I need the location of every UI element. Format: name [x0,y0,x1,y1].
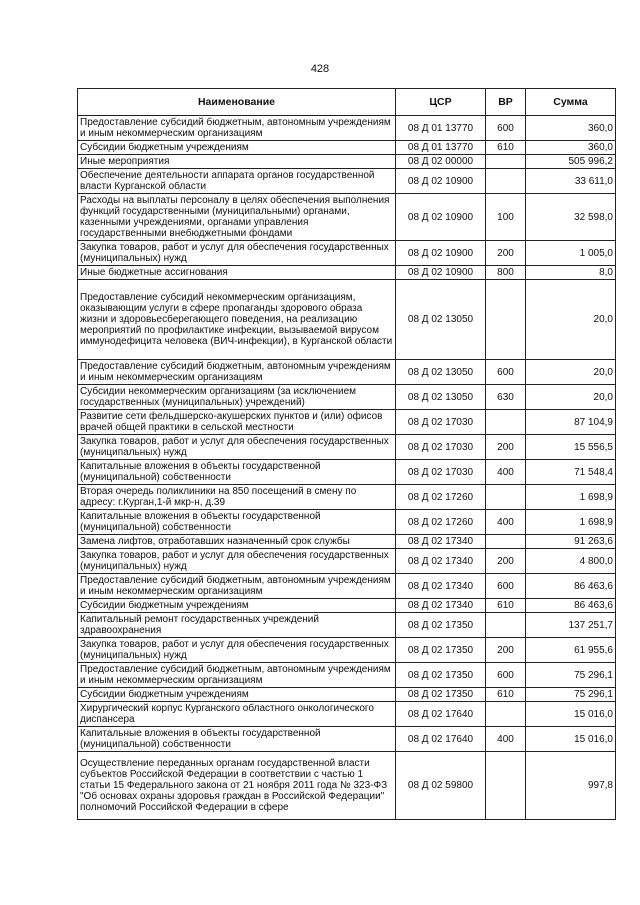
cell-vr: 200 [486,549,526,574]
table-row [78,169,616,194]
cell-vr: 100 [486,194,526,241]
cell-vr: 600 [486,663,526,688]
cell-name: Закупка товаров, работ и услуг для обеспечения государственных (муниципальных) нужд [78,549,396,574]
cell-csr: 08 Д 02 17340 [396,549,486,574]
cell-sum: 505 996,2 [526,155,616,169]
table-row [78,485,616,510]
page-number: 428 [310,63,330,75]
cell-csr: 08 Д 02 17350 [396,663,486,688]
cell-vr [486,752,526,820]
cell-vr: 400 [486,460,526,485]
cell-name: Осуществление переданных органам государственной власти субъектов Российской Федерации в соответствии с частью 1 статьи 15 Федерального закона от 21 ноября 2011 года № 323-ФЗ "Об основах охраны здоровья граждан в Российской Федерации" полномочий Российской Федерации в сфере [78,752,396,820]
cell-vr: 610 [486,599,526,613]
cell-name: Закупка товаров, работ и услуг для обеспечения государственных (муниципальных) нужд [78,638,396,663]
cell-vr [486,702,526,727]
cell-csr: 08 Д 02 17340 [396,574,486,599]
cell-csr: 08 Д 02 10900 [396,266,486,280]
cell-vr: 400 [486,510,526,535]
cell-vr [486,485,526,510]
table-row [78,241,616,266]
cell-name: Капитальные вложения в объекты государственной (муниципальной) собственности [78,460,396,485]
cell-sum: 20,0 [526,360,616,385]
table-row [78,638,616,663]
cell-vr [486,155,526,169]
cell-csr: 08 Д 02 00000 [396,155,486,169]
cell-name: Субсидии некоммерческим организациям (за исключением государственных (муниципальных) учреждений) [78,385,396,410]
table-row [78,549,616,574]
cell-name: Субсидии бюджетным учреждениям [78,141,396,155]
cell-csr: 08 Д 02 10900 [396,241,486,266]
cell-name: Субсидии бюджетным учреждениям [78,688,396,702]
cell-sum: 87 104,9 [526,410,616,435]
table-row [78,266,616,280]
cell-sum: 137 251,7 [526,613,616,638]
cell-sum: 1 005,0 [526,241,616,266]
cell-sum: 1 698,9 [526,485,616,510]
cell-sum: 61 955,6 [526,638,616,663]
table-row [78,688,616,702]
cell-csr: 08 Д 02 17350 [396,688,486,702]
cell-name: Капитальные вложения в объекты государственной (муниципальной) собственности [78,727,396,752]
cell-name: Закупка товаров, работ и услуг для обеспечения государственных (муниципальных) нужд [78,241,396,266]
cell-name: Предоставление субсидий некоммерческим организациям, оказывающим услуги в сфере пропаганды здорового образа жизни и здоровьесберегающего поведения, на реализацию мероприятий по профилактике инфекции, вызываемой вирусом иммунодефицита человека (ВИЧ-инфекции), в Курганской области [78,280,396,360]
cell-vr [486,535,526,549]
cell-vr: 630 [486,385,526,410]
table-row [78,280,616,360]
cell-name: Замена лифтов, отработавших назначенный срок службы [78,535,396,549]
cell-sum: 360,0 [526,141,616,155]
table-row [78,460,616,485]
table-row [78,535,616,549]
cell-sum: 86 463,6 [526,574,616,599]
cell-csr: 08 Д 02 17340 [396,535,486,549]
table-row [78,574,616,599]
table-row [78,510,616,535]
cell-csr: 08 Д 02 13050 [396,280,486,360]
cell-csr: 08 Д 02 17640 [396,727,486,752]
cell-vr: 200 [486,241,526,266]
cell-csr: 08 Д 02 10900 [396,169,486,194]
cell-csr: 08 Д 01 13770 [396,141,486,155]
cell-name: Предоставление субсидий бюджетным, автономным учреждениям и иным некоммерческим организациям [78,116,396,141]
cell-name: Хирургический корпус Курганского областного онкологического диспансера [78,702,396,727]
cell-vr: 600 [486,360,526,385]
table-row [78,752,616,820]
cell-name: Предоставление субсидий бюджетным, автономным учреждениям и иным некоммерческим организациям [78,663,396,688]
cell-sum: 4 800,0 [526,549,616,574]
cell-vr: 200 [486,638,526,663]
cell-name: Субсидии бюджетным учреждениям [78,599,396,613]
cell-name: Расходы на выплаты персоналу в целях обеспечения выполнения функций государственными (муниципальными) органами, казенными учреждениями, органами управления государственными внебюджетными фондами [78,194,396,241]
cell-csr: 08 Д 02 10900 [396,194,486,241]
cell-sum: 32 598,0 [526,194,616,241]
table-body [78,116,616,820]
cell-vr: 400 [486,727,526,752]
table-row [78,663,616,688]
table-row [78,116,616,141]
cell-sum: 20,0 [526,385,616,410]
cell-vr: 800 [486,266,526,280]
cell-csr: 08 Д 02 17030 [396,460,486,485]
header-sum: Сумма [526,89,616,116]
cell-vr [486,169,526,194]
cell-sum: 360,0 [526,116,616,141]
table-row [78,727,616,752]
cell-csr: 08 Д 01 13770 [396,116,486,141]
cell-csr: 08 Д 02 17350 [396,638,486,663]
cell-name: Закупка товаров, работ и услуг для обеспечения государственных (муниципальных) нужд [78,435,396,460]
budget-table [77,88,616,820]
cell-csr: 08 Д 02 17640 [396,702,486,727]
cell-sum: 1 698,9 [526,510,616,535]
cell-sum: 15 016,0 [526,702,616,727]
cell-name: Иные бюджетные ассигнования [78,266,396,280]
cell-vr: 600 [486,116,526,141]
cell-sum: 71 548,4 [526,460,616,485]
table-row [78,435,616,460]
cell-csr: 08 Д 02 17340 [396,599,486,613]
cell-vr: 600 [486,574,526,599]
cell-name: Развитие сети фельдшерско-акушерских пунктов и (или) офисов врачей общей практики в сельской местности [78,410,396,435]
header-name: Наименование [78,89,396,116]
cell-csr: 08 Д 02 17260 [396,510,486,535]
cell-csr: 08 Д 02 13050 [396,385,486,410]
cell-name: Обеспечение деятельности аппарата органов государственной власти Курганской области [78,169,396,194]
cell-vr [486,280,526,360]
header-vr: ВР [486,89,526,116]
cell-sum: 75 296,1 [526,688,616,702]
cell-sum: 997,8 [526,752,616,820]
cell-csr: 08 Д 02 17030 [396,435,486,460]
cell-csr: 08 Д 02 59800 [396,752,486,820]
table-row [78,702,616,727]
table-row [78,385,616,410]
cell-name: Иные мероприятия [78,155,396,169]
cell-sum: 75 296,1 [526,663,616,688]
table-row [78,599,616,613]
cell-sum: 86 463,6 [526,599,616,613]
table-row [78,194,616,241]
header-csr: ЦСР [396,89,486,116]
table-row [78,410,616,435]
cell-csr: 08 Д 02 13050 [396,360,486,385]
cell-name: Капитальные вложения в объекты государственной (муниципальной) собственности [78,510,396,535]
cell-vr: 200 [486,435,526,460]
cell-vr: 610 [486,688,526,702]
cell-name: Предоставление субсидий бюджетным, автономным учреждениям и иным некоммерческим организациям [78,360,396,385]
cell-sum: 20,0 [526,280,616,360]
cell-name: Предоставление субсидий бюджетным, автономным учреждениям и иным некоммерческим организациям [78,574,396,599]
cell-vr [486,613,526,638]
table-row [78,155,616,169]
cell-csr: 08 Д 02 17350 [396,613,486,638]
table-row [78,141,616,155]
cell-sum: 91 263,6 [526,535,616,549]
table-row [78,613,616,638]
cell-name: Вторая очередь поликлиники на 850 посещений в смену по адресу: г.Курган,1-й мкр-н, д.39 [78,485,396,510]
cell-vr: 610 [486,141,526,155]
table-header-row [78,89,616,116]
cell-name: Капитальный ремонт государственных учреждений здравоохранения [78,613,396,638]
cell-sum: 8,0 [526,266,616,280]
cell-csr: 08 Д 02 17030 [396,410,486,435]
cell-sum: 15 016,0 [526,727,616,752]
cell-sum: 33 611,0 [526,169,616,194]
cell-sum: 15 556,5 [526,435,616,460]
cell-vr [486,410,526,435]
table-row [78,360,616,385]
cell-csr: 08 Д 02 17260 [396,485,486,510]
